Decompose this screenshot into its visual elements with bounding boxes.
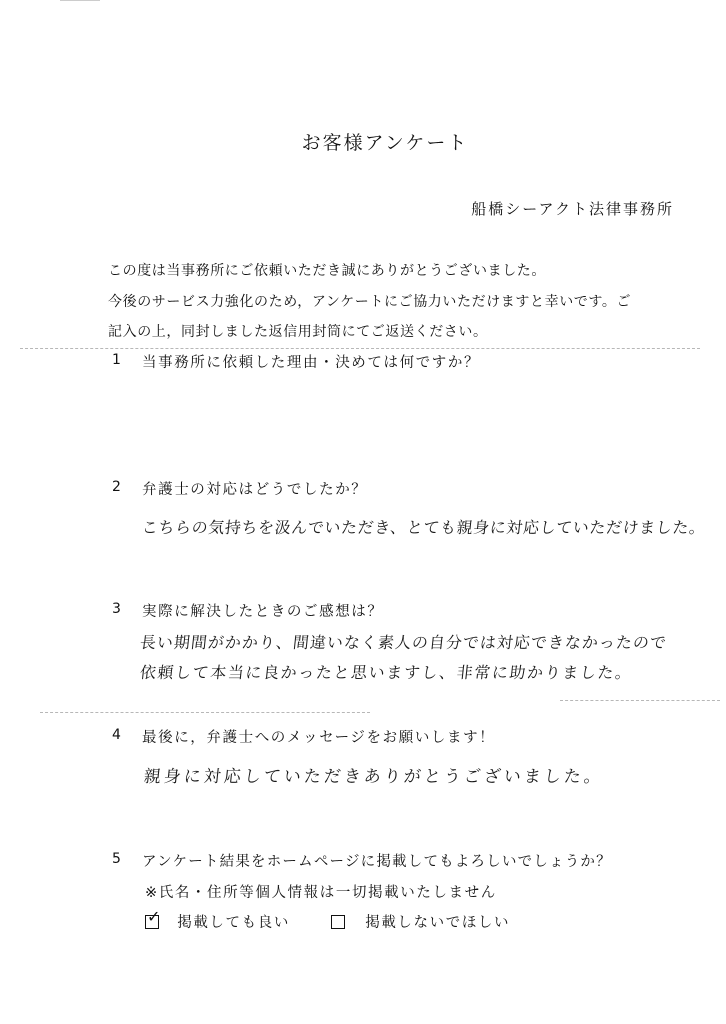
question-number: 4	[112, 727, 121, 743]
question-text: アンケート結果をホームページに掲載してもよろしいでしょうか？	[142, 854, 612, 870]
question-text: 当事務所に依頼した理由・決めては何ですか？	[142, 355, 481, 371]
question-text: 弁護士の対応はどうでしたか？	[142, 482, 368, 498]
question-text: 最後に，弁護士へのメッセージをお願いします！	[142, 730, 496, 746]
question-number: 2	[112, 479, 121, 495]
scan-line	[20, 348, 700, 349]
handwritten-answer: 長い期間がかかり、間違いなく素人の自分では対応できなかったので	[138, 633, 668, 652]
handwritten-answer: こちらの気持ちを汲んでいただき、とても親身に対応していただけました。	[140, 518, 707, 537]
question-number: 1	[112, 352, 121, 368]
intro-line-1: この度は当事務所にご依頼いただき誠にありがとうございました。	[108, 263, 546, 279]
check-mark-icon: ✓	[147, 907, 163, 926]
question-number: 5	[112, 851, 121, 867]
handwritten-answer: 依頼して本当に良かったと思いますし、非常に助かりました。	[138, 663, 634, 682]
handwritten-answer: 親身に対応していただきありがとうございました。	[142, 767, 605, 787]
scan-line	[560, 700, 720, 701]
intro-line-3: 記入の上，同封しました返信用封筒にてご返送ください。	[108, 324, 488, 340]
option-publish-no[interactable]	[331, 911, 510, 932]
option-publish-ok[interactable]	[145, 907, 290, 932]
question-text: 実際に解決したときのご感想は？	[142, 604, 384, 620]
scan-artifact	[60, 0, 100, 1]
checkbox-checked[interactable]	[145, 907, 163, 929]
organization-name: 船橋シーアクト法律事務所	[471, 200, 674, 218]
checkbox-unchecked[interactable]	[331, 915, 345, 929]
privacy-note: ※氏名・住所等個人情報は一切掲載いたしません	[145, 885, 497, 901]
scan-line	[40, 712, 370, 713]
question-number: 3	[112, 601, 121, 617]
option-label: 掲載しても良い	[177, 915, 290, 931]
page-title: お客様アンケート	[301, 132, 469, 154]
option-label: 掲載しないでほしい	[365, 915, 511, 931]
intro-line-2: 今後のサービス力強化のため，アンケートにご協力いただけますと幸いです。ご	[108, 294, 632, 310]
